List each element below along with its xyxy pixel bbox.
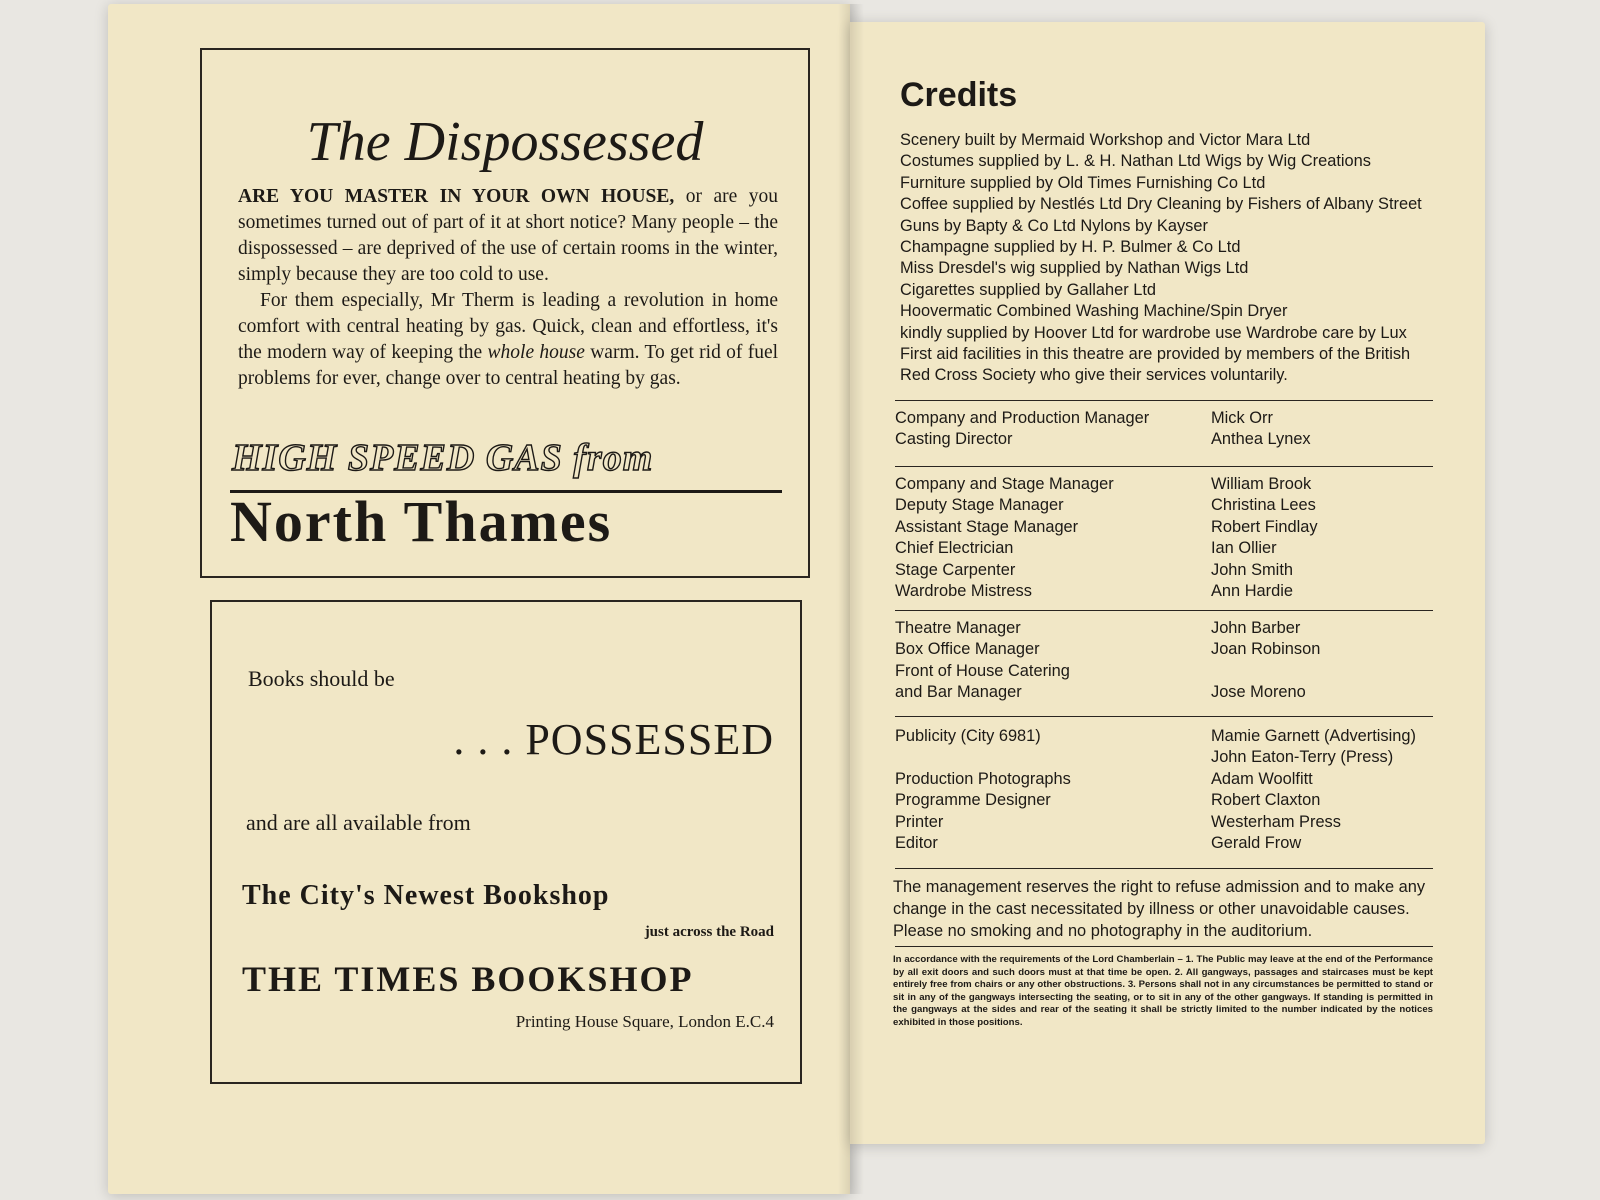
books-line-2: and are all available from — [246, 810, 471, 835]
staff-name — [1211, 661, 1433, 682]
staff-name: Mick Orr — [1211, 409, 1273, 427]
staff-name: John Eaton-Terry (Press) — [1211, 748, 1394, 767]
books-location-note: just across the Road — [644, 924, 774, 940]
staff-role: Programme Designer — [895, 791, 1051, 810]
staff-role: Casting Director — [895, 430, 1013, 449]
staff-group-publicity — [895, 726, 1433, 854]
staff-role: Company and Production Manager — [895, 409, 1150, 427]
credit-line: Miss Dresdel's wig supplied by Nathan Wigs Ltd — [900, 259, 1249, 278]
staff-role: Deputy Stage Manager — [895, 496, 1064, 515]
staff-group-stage — [895, 474, 1433, 602]
gas-advert — [200, 48, 810, 578]
staff-name: Robert Findlay — [1211, 517, 1318, 536]
staff-role: Company and Stage Manager — [895, 475, 1114, 493]
staff-group-house — [895, 618, 1433, 704]
credit-line: Hoovermatic Combined Washing Machine/Spin Dryer — [900, 302, 1288, 321]
staff-row — [895, 474, 1433, 495]
staff-row — [895, 429, 1433, 450]
gas-brand: North Thames — [230, 489, 613, 554]
advert-title: The Dispossessed — [306, 111, 704, 173]
credit-line: First aid facilities in this theatre are provided by members of the British — [900, 345, 1411, 364]
staff-row — [895, 618, 1433, 639]
staff-row — [895, 581, 1433, 602]
staff-row — [895, 560, 1433, 581]
staff-role: Front of House Catering — [895, 661, 1070, 680]
staff-name: Anthea Lynex — [1211, 430, 1311, 449]
staff-role: and Bar Manager — [895, 683, 1022, 702]
staff-name: Gerald Frow — [1211, 834, 1302, 853]
book-spine — [838, 4, 864, 1194]
staff-role — [895, 747, 1211, 768]
staff-row — [895, 726, 1433, 747]
staff-name: Robert Claxton — [1211, 791, 1321, 810]
staff-row — [895, 747, 1433, 768]
staff-row — [895, 790, 1433, 811]
books-headline: . . . POSSESSED — [453, 715, 774, 764]
advert-para2-b: warm. To get rid of fuel problems for ever, change over to central heating by gas. — [238, 342, 779, 389]
section-divider — [895, 400, 1433, 401]
credits-list — [900, 130, 1430, 387]
books-shop-tagline: The City's Newest Bookshop — [242, 880, 610, 911]
staff-role: Printer — [895, 812, 944, 831]
staff-row — [895, 833, 1433, 854]
staff-name: John Barber — [1211, 619, 1301, 637]
section-divider — [895, 716, 1433, 717]
staff-row — [895, 769, 1433, 790]
staff-name: Ian Ollier — [1211, 539, 1277, 558]
credits-title: Credits — [900, 76, 1018, 114]
section-divider — [895, 610, 1433, 611]
advert-paragraph-2 — [238, 288, 778, 392]
advert-paragraph-1 — [238, 184, 778, 288]
advert-para2-italic: whole house — [487, 342, 585, 363]
staff-name: Christina Lees — [1211, 496, 1316, 515]
staff-row — [895, 495, 1433, 516]
staff-name: Ann Hardie — [1211, 582, 1294, 601]
credit-line: Champagne supplied by H. P. Bulmer & Co Ltd — [900, 238, 1241, 257]
staff-role: Publicity (City 6981) — [895, 727, 1041, 745]
staff-name: Jose Moreno — [1211, 683, 1306, 702]
staff-name: John Smith — [1211, 560, 1293, 579]
staff-row — [895, 517, 1433, 538]
staff-row — [895, 408, 1433, 429]
staff-role: Chief Electrician — [895, 539, 1014, 558]
staff-row — [895, 812, 1433, 833]
books-address: Printing House Square, London E.C.4 — [515, 1012, 774, 1031]
credit-line: Coffee supplied by Nestlés Ltd Dry Cleaning by Fishers of Albany Street — [900, 195, 1422, 214]
staff-row — [895, 661, 1433, 682]
staff-name: Mamie Garnett (Advertising) — [1211, 727, 1416, 745]
legal-notice: In accordance with the requirements of the Lord Chamberlain – 1. The Public may leave at the end of the Performance by all exit doors and such doors must at that time be open. 2. All gangways, passages and staircases must be kept entirely free from chairs or any other obstructions. 3. Persons shall not in any circumstances be permitted to stand or sit in any of the gangways intersecting the seating, or to sit in any of the other gangways. If standing is permitted in the gangways at the sides and rear of the seating it shall be strictly limited to the number indicated by the notices exhibited in those positions. — [893, 954, 1433, 1028]
staff-role: Editor — [895, 834, 938, 853]
staff-row — [895, 682, 1433, 703]
staff-role: Stage Carpenter — [895, 560, 1016, 579]
credit-line: Costumes supplied by L. & H. Nathan Ltd Wigs by Wig Creations — [900, 152, 1371, 171]
credit-line: Furniture supplied by Old Times Furnishing Co Ltd — [900, 173, 1266, 192]
management-notice: The management reserves the right to refuse admission and to make any change in the cast necessitated by illness or other unavoidable causes. Please no smoking and no photography in the auditorium. — [893, 878, 1426, 940]
books-line-1: Books should be — [248, 666, 395, 691]
advert-body — [238, 184, 778, 392]
staff-row — [895, 538, 1433, 559]
staff-group-production — [895, 408, 1433, 451]
staff-row — [895, 639, 1433, 660]
staff-name: Joan Robinson — [1211, 640, 1321, 659]
advert-lead: ARE YOU MASTER IN YOUR OWN HOUSE, — [238, 186, 675, 207]
staff-role: Box Office Manager — [895, 640, 1040, 659]
staff-name: William Brook — [1211, 475, 1312, 493]
staff-role: Assistant Stage Manager — [895, 517, 1079, 536]
advert-para2-a: For them especially, Mr Therm is leading a revolution in home comfort with central heating by gas. Quick, clean and effortless, it's the modern way of keeping the — [238, 290, 778, 363]
credit-line: Red Cross Society who give their services voluntarily. — [900, 366, 1288, 385]
section-divider — [895, 868, 1433, 869]
credit-line: Guns by Bapty & Co Ltd Nylons by Kayser — [900, 216, 1208, 235]
staff-name: Adam Woolfitt — [1211, 769, 1313, 788]
gas-tagline: HIGH SPEED GAS from — [232, 437, 654, 479]
staff-name: Westerham Press — [1211, 812, 1341, 831]
credit-line: Cigarettes supplied by Gallaher Ltd — [900, 280, 1157, 299]
books-shop-name: THE TIMES BOOKSHOP — [242, 959, 694, 999]
section-divider — [895, 946, 1433, 947]
section-divider — [895, 466, 1433, 467]
staff-role: Wardrobe Mistress — [895, 582, 1032, 601]
bookshop-advert — [210, 600, 802, 1084]
staff-role: Production Photographs — [895, 769, 1071, 788]
advert-para1-rest: or are you sometimes turned out of part of it at short notice? Many people – the dispossessed – are deprived of the use of certain rooms in the winter, simply because they are too cold to use. — [238, 186, 778, 285]
credit-line: Scenery built by Mermaid Workshop and Victor Mara Ltd — [900, 131, 1311, 149]
staff-role: Theatre Manager — [895, 619, 1021, 637]
credit-line: kindly supplied by Hoover Ltd for wardrobe use Wardrobe care by Lux — [900, 323, 1407, 342]
